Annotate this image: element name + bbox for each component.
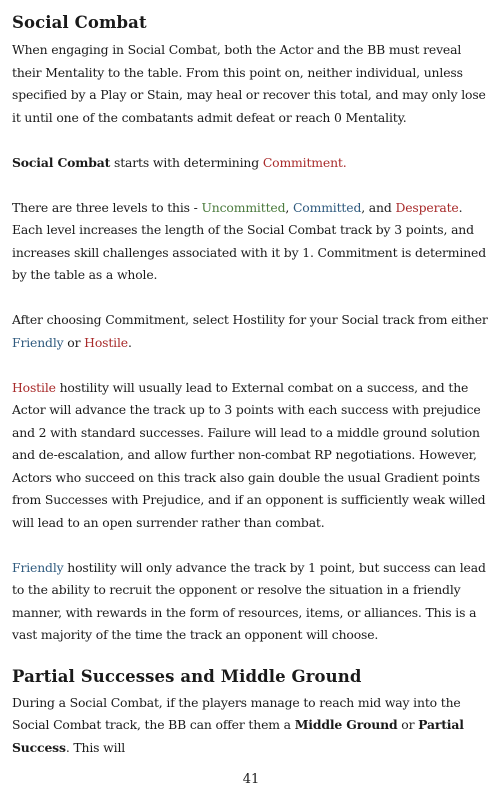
page-number: 41 bbox=[242, 772, 260, 787]
term-friendly: Friendly bbox=[12, 559, 64, 575]
heading-partial-successes: Partial Successes and Middle Ground bbox=[12, 666, 362, 686]
paragraph-commitment-intro: Social Combat starts with determining Commitment. bbox=[12, 154, 347, 170]
term-friendly: Friendly bbox=[12, 334, 64, 350]
term-hostile: Hostile bbox=[12, 379, 56, 395]
paragraph-partial-success: During a Social Combat, if the players manage to reach mid way into the Social Combat track, the BB can offer them a Middle Ground or Partial Success. This will bbox=[12, 694, 464, 755]
term-middle-ground: Middle Ground bbox=[294, 717, 398, 732]
term-partial-success: Partial Success bbox=[12, 717, 464, 755]
paragraph-mentality: When engaging in Social Combat, both the Actor and the BB must reveal their Mentality to the table. From this point on, neither individual, unless specified by a Play or Stain, may heal or recover this total, and may only lose it until one of the combatants admit defeat or reach 0 Mentality. bbox=[12, 42, 486, 125]
term-uncommitted: Uncommitted bbox=[201, 199, 286, 215]
term-social-combat: Social Combat bbox=[12, 154, 111, 170]
paragraph-hostile: Hostile hostility will usually lead to External combat on a success, and the Actor will advance the track up to 3 points with each success with prejudice and 2 with standard successes. Failure will lead to a middle ground solution and de-escalation, and allow further non-combat RP negotiations. However, Actors who succeed on this track also gain double the usual Gradient points from Successes with Prejudice, and if an opponent is sufficiently weak willed will lead to an open surrender rather than combat. bbox=[12, 379, 486, 530]
page-content bbox=[12, 10, 494, 759]
paragraph-hostility-choice: After choosing Commitment, select Hostility for your Social track from either Friendly or Hostile. bbox=[12, 312, 488, 350]
paragraph-commitment-levels: There are three levels to this - Uncommitted, Committed, and Desperate. Each level increases the length of the Social Combat track by 3 points, and increases skill challenges associated with it by 1. Commitment is determined by the table as a whole. bbox=[12, 199, 487, 282]
heading-social-combat: Social Combat bbox=[12, 13, 147, 32]
term-desperate: Desperate bbox=[395, 199, 459, 215]
term-hostile: Hostile bbox=[84, 334, 128, 350]
term-committed: Committed bbox=[292, 199, 362, 215]
paragraph-friendly: Friendly hostility will only advance the track by 1 point, but success can lead to the ability to recruit the opponent or resolve the situation in a friendly manner, with rewards in the form of resources, items, or alliances. This is a vast majority of the time the track an opponent will choose. bbox=[12, 559, 486, 642]
term-commitment: Commitment. bbox=[262, 154, 347, 170]
